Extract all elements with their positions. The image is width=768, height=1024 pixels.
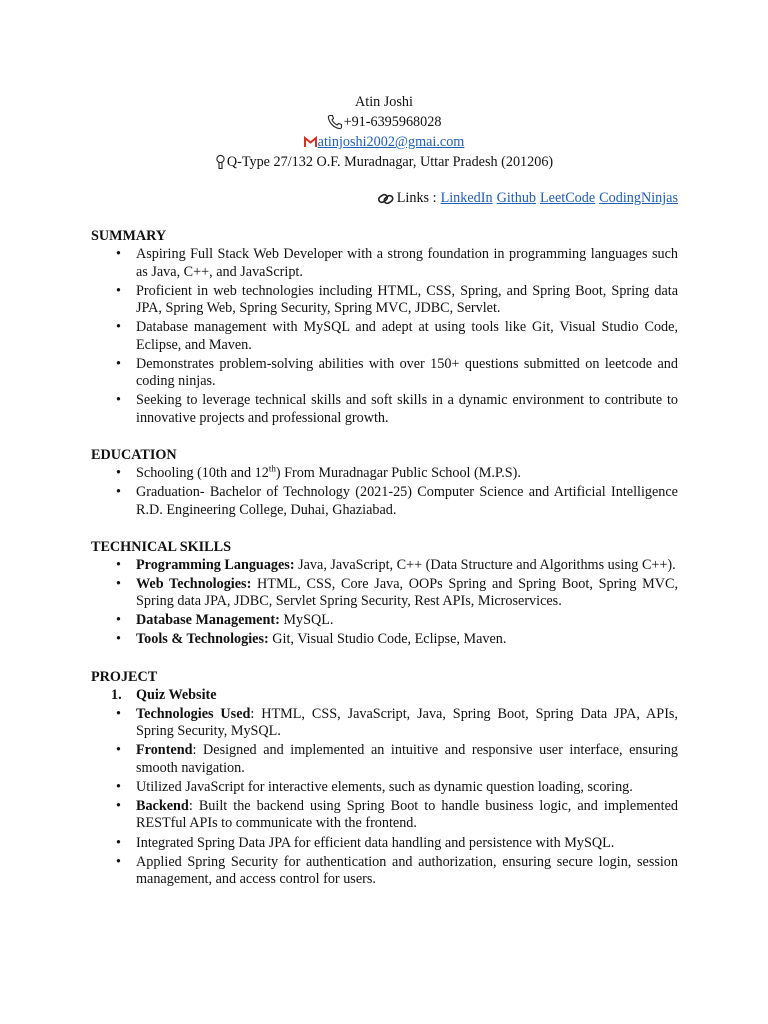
address-line bbox=[0, 152, 768, 172]
list-item: • Schooling (10th and 12th) From Muradnagar Public School (M.P.S). bbox=[116, 463, 521, 481]
name-line bbox=[0, 92, 768, 112]
resume-content bbox=[91, 227, 678, 890]
address: Q-Type 27/132 O.F. Muradnagar, Uttar Pradesh (201206) bbox=[226, 154, 554, 170]
bullet: • bbox=[116, 484, 121, 501]
bullet: • bbox=[116, 556, 121, 573]
bullet: • bbox=[116, 319, 121, 336]
list-item: • Backend: Built the backend using Spring Boot to handle business logic, and implemented RESTful APIs to communicate with the frontend. bbox=[116, 797, 678, 832]
bullet: • bbox=[116, 282, 121, 299]
bullet: • bbox=[116, 853, 121, 870]
codingninjas-link[interactable]: CodingNinjas bbox=[599, 190, 678, 206]
bullet: • bbox=[116, 705, 121, 722]
summary-list bbox=[91, 246, 678, 427]
education-list bbox=[91, 465, 678, 519]
links-label: Links : bbox=[396, 190, 437, 206]
summary-heading: SUMMARY bbox=[91, 228, 167, 244]
list-item: • Programming Languages: Java, JavaScript, C++ (Data Structure and Algorithms using C++). bbox=[116, 556, 676, 573]
list-item: • Applied Spring Security for authentication and authorization, ensuring secure login, session management, and access control for users. bbox=[116, 853, 678, 888]
list-item: • Proficient in web technologies including HTML, CSS, Spring, and Spring Boot, Spring data JPA, Spring Web, Spring Security, Spring MVC, JDBC, Servlet. bbox=[116, 282, 678, 317]
email-link[interactable]: atinjoshi2002@gmai.com bbox=[317, 134, 465, 150]
skills-list bbox=[91, 557, 678, 649]
project-heading: PROJECT bbox=[91, 668, 158, 685]
phone-line bbox=[0, 112, 768, 132]
bullet: • bbox=[116, 246, 121, 262]
bullet: • bbox=[116, 778, 121, 795]
list-item: • Utilized JavaScript for interactive elements, such as dynamic question loading, scoring. bbox=[116, 778, 633, 795]
paperclip-link-icon bbox=[377, 191, 395, 207]
bullet: • bbox=[116, 392, 121, 409]
list-item: • Graduation- Bachelor of Technology (2021-25) Computer Science and Artificial Intelligence R.D. Engineering College, Duhai, Ghaziabad. bbox=[116, 484, 678, 518]
project-number: 1. bbox=[111, 686, 122, 703]
skills-heading: TECHNICAL SKILLS bbox=[91, 538, 231, 555]
links-row bbox=[377, 190, 678, 207]
gmail-icon bbox=[304, 134, 317, 150]
bullet: • bbox=[116, 834, 121, 851]
location-pin-icon bbox=[215, 154, 226, 170]
bullet: • bbox=[116, 797, 121, 814]
list-item: • Technologies Used: HTML, CSS, JavaScript, Java, Spring Boot, Spring Data JPA, APIs, Spring Security, MySQL. bbox=[116, 705, 678, 740]
linkedin-link[interactable]: LinkedIn bbox=[440, 190, 493, 206]
bullet: • bbox=[116, 612, 121, 629]
project-list bbox=[91, 687, 678, 705]
email-line bbox=[0, 132, 768, 152]
bullet: • bbox=[116, 631, 121, 648]
candidate-name: Atin Joshi bbox=[355, 94, 413, 110]
bullet: • bbox=[116, 355, 121, 372]
github-link[interactable]: Github bbox=[496, 190, 537, 206]
bullet: • bbox=[116, 464, 121, 481]
phone-icon bbox=[327, 114, 343, 130]
list-item: • Database Management: MySQL. bbox=[116, 612, 334, 629]
leetcode-link[interactable]: LeetCode bbox=[540, 190, 596, 206]
list-item: • Web Technologies: HTML, CSS, Core Java, OOPs Spring and Spring Boot, Spring MVC, Spring data JPA, JDBC, Servlet Spring Security, Rest APIs, Microservices. bbox=[116, 575, 679, 610]
list-item: • Database management with MySQL and adept at using tools like Git, Visual Studio Code, Eclipse, and Maven. bbox=[116, 319, 678, 353]
project-title: 1. Quiz Website bbox=[111, 686, 217, 703]
list-item: • Frontend: Designed and implemented an intuitive and responsive user interface, ensuring smooth navigation. bbox=[116, 742, 678, 776]
list-item: • Seeking to leverage technical skills and soft skills in a dynamic environment to contribute to innovative projects and professional growth. bbox=[116, 392, 678, 426]
project-details-list bbox=[91, 706, 678, 889]
list-item: • Tools & Technologies: Git, Visual Studio Code, Eclipse, Maven. bbox=[116, 631, 507, 648]
resume-header bbox=[0, 92, 768, 172]
list-item: • Demonstrates problem-solving abilities with over 150+ questions submitted on leetcode and coding ninjas. bbox=[116, 355, 678, 390]
bullet: • bbox=[116, 575, 121, 592]
phone-number: +91-6395968028 bbox=[343, 114, 442, 130]
bullet: • bbox=[116, 742, 121, 759]
education-heading: EDUCATION bbox=[91, 446, 177, 463]
list-item: • Integrated Spring Data JPA for efficient data handling and persistence with MySQL. bbox=[116, 834, 615, 851]
list-item: • Aspiring Full Stack Web Developer with a strong foundation in programming languages such as Java, C++, and JavaScript. bbox=[116, 246, 678, 280]
